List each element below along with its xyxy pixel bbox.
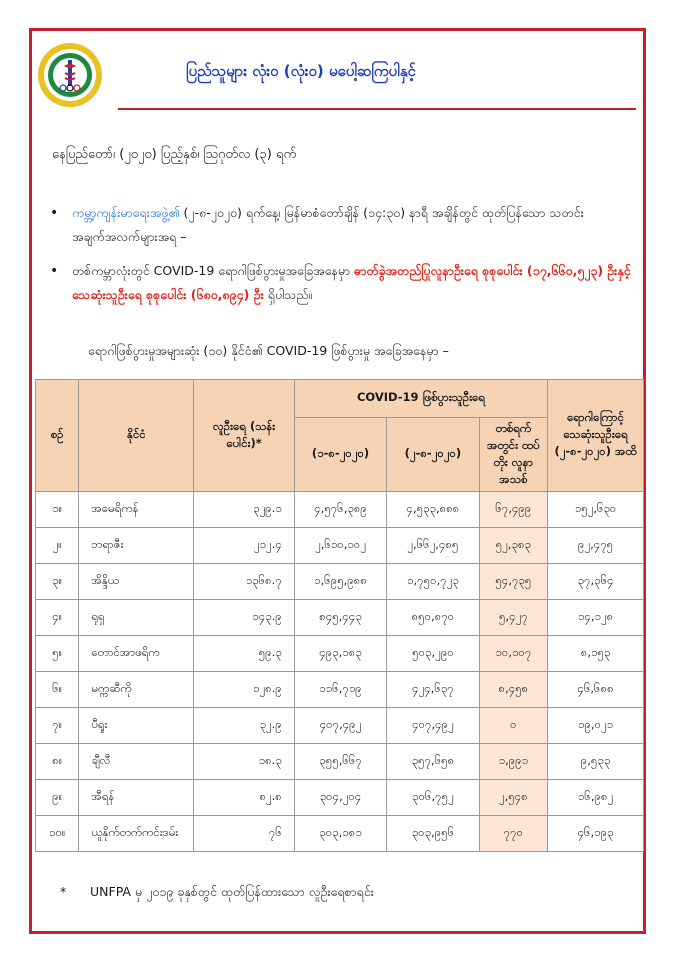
cell-country: မက္ကဆီကို — [79, 672, 194, 708]
cell-new-cases: ၈,၄၅၈ — [479, 672, 548, 708]
cell-population: ၂၁၂.၄ — [194, 528, 294, 564]
cell-new-cases: ၁၀,၁၀၇ — [479, 636, 548, 672]
cell-sno: ၁။ — [36, 492, 79, 528]
cell-country: အီရန် — [79, 780, 194, 816]
cell-cases-aug1: ၄,၅၇၆,၃၈၉ — [294, 492, 386, 528]
table-row — [36, 672, 644, 708]
header-sno: စဉ် — [36, 380, 79, 492]
table-body — [36, 492, 644, 852]
cell-country: ရုရှ — [79, 600, 194, 636]
cell-population: ၁၃၆၈.၇ — [194, 564, 294, 600]
table-intro: ရောဂါဖြစ်ပွားမှုအများဆုံး (၁၀) နိုင်ငံ၏ COVID-19 ဖြစ်ပွားမှု အခြေအနေမှာ – — [88, 343, 449, 358]
cell-cases-aug2: ၃၅၇,၆၅၈ — [387, 744, 479, 780]
cell-cases-aug1: ၄၉၃,၁၈၃ — [294, 636, 386, 672]
cell-deaths: ၉,၅၃၃ — [548, 744, 644, 780]
table-row — [36, 780, 644, 816]
cell-sno: ၈။ — [36, 744, 79, 780]
bullet-pre: တစ်ကမ္ဘာလုံးတွင် COVID-19 ရောဂါဖြစ်ပွားမှုအခြေအနေမှာ — [72, 263, 355, 278]
cell-population: ၃၂.၉ — [194, 708, 294, 744]
bullet-text — [72, 201, 642, 249]
cell-new-cases: ၇၇၀ — [479, 816, 548, 852]
cell-sno: ၇။ — [36, 708, 79, 744]
cell-sno: ၂။ — [36, 528, 79, 564]
cell-cases-aug1: ၁၁၆,၇၁၉ — [294, 672, 386, 708]
cell-population: ၁၄၃.၉ — [194, 600, 294, 636]
cell-cases-aug2: ၄,၅၃၃,၈၈၈ — [387, 492, 479, 528]
cell-cases-aug2: ၂,၆၆၂,၄၈၅ — [387, 528, 479, 564]
cell-cases-aug2: ၅၀၃,၂၉၀ — [387, 636, 479, 672]
cell-deaths: ၁၅၂,၆၃၀ — [548, 492, 644, 528]
bullet-who-source — [52, 201, 642, 249]
cell-deaths: ၄၆,၁၉၃ — [548, 816, 644, 852]
cell-cases-aug1: ၂,၆၁၀,၁၀၂ — [294, 528, 386, 564]
cell-cases-aug1: ၃၅၅,၆၆၇ — [294, 744, 386, 780]
header-covid-cases: COVID-19 ဖြစ်ပွားသူဦးရေ — [294, 380, 547, 418]
header-cases-aug1: (၁-၈-၂၀၂၀) — [294, 418, 386, 492]
cell-sno: ၁၀။ — [36, 816, 79, 852]
cell-cases-aug1: ၄၀၇,၄၉၂ — [294, 708, 386, 744]
table-row — [36, 744, 644, 780]
cell-deaths: ၃၇,၃၆၄ — [548, 564, 644, 600]
cell-deaths: ၈,၁၅၃ — [548, 636, 644, 672]
cell-cases-aug1: ၈၄၅,၄၄၃ — [294, 600, 386, 636]
table-row — [36, 816, 644, 852]
bullet-rest: (၂-၈-၂၀၂၀) ရက်နေ့၊ မြန်မာစံတော်ချိန် (၁၄:၃၀) နာရီ အချိန်တွင် ထုတ်ပြန်သော သတင်းအချက်အလက်များအရ – — [72, 205, 584, 244]
cell-population: ၃၂၉.၁ — [194, 492, 294, 528]
bullet-global-status — [52, 259, 642, 307]
cell-population: ၈၂.၈ — [194, 780, 294, 816]
total-confirmed-text: ဓာတ်ခွဲအတည်ပြုလူနာဦးရေ စုစုပေါင်း (၁၇,၆၆၀,၅၂၃) — [354, 263, 604, 278]
covid-country-table — [35, 379, 644, 852]
cell-cases-aug2: ၄၂၄,၆၃၇ — [387, 672, 479, 708]
cell-country: ချီလီ — [79, 744, 194, 780]
table-row — [36, 708, 644, 744]
footnote — [60, 884, 374, 903]
cell-country: ပီရူး — [79, 708, 194, 744]
cell-deaths: ၁၉,၀၂၁ — [548, 708, 644, 744]
total-deaths-text: ဦးနှင့် သေဆုံးသူဦးရေ စုစုပေါင်း (၆၈၀,၈၉၄) ဦး — [72, 263, 631, 302]
cell-population: ၁၂၈.၉ — [194, 672, 294, 708]
header-deaths: ရောဂါကြောင့် သေဆုံးသူဦးရေ (၂-၈-၂၀၂၀) အထိ — [548, 380, 644, 492]
cell-sno: ၅။ — [36, 636, 79, 672]
dateline: နေပြည်တော်၊ (၂၀၂၀) ပြည့်နှစ်၊ ဩဂုတ်လ (၃) ရက် — [52, 147, 297, 162]
bullet-dot-icon: • — [50, 263, 59, 279]
table-row — [36, 600, 644, 636]
cell-cases-aug2: ၃၀၃,၉၅၆ — [387, 816, 479, 852]
header-population: လူဦးရေ (သန်းပေါင်း)* — [194, 380, 294, 492]
table-row — [36, 564, 644, 600]
cell-cases-aug2: ၈၅၀,၈၇၀ — [387, 600, 479, 636]
who-link-text: ကမ္ဘာ့ကျန်းမာရေးအဖွဲ့၏ — [72, 205, 180, 220]
footnote-text: UNFPA မှ ၂၀၁၉ ခုနှစ်တွင် ထုတ်ပြန်ထားသော လူဦးရေစာရင်း — [90, 884, 374, 899]
cell-cases-aug2: ၃၀၆,၇၅၂ — [387, 780, 479, 816]
cell-cases-aug1: ၃၀၃,၁၈၁ — [294, 816, 386, 852]
cell-sno: ၄။ — [36, 600, 79, 636]
cell-country: ယူနိုက်တက်ကင်းဒမ်း — [79, 816, 194, 852]
cell-population: ၅၉.၃ — [194, 636, 294, 672]
table-row — [36, 636, 644, 672]
cell-cases-aug2: ၁,၇၅၀,၇၂၃ — [387, 564, 479, 600]
cell-population: ၇၆ — [194, 816, 294, 852]
cell-country: တောင်အာဖရိက — [79, 636, 194, 672]
cell-cases-aug2: ၄၀၇,၄၉၂ — [387, 708, 479, 744]
cell-sno: ၉။ — [36, 780, 79, 816]
cell-country: အမေရိကန် — [79, 492, 194, 528]
ministry-logo-icon — [37, 42, 103, 108]
cell-sno: ၃။ — [36, 564, 79, 600]
cell-new-cases: ၆၇,၄၉၉ — [479, 492, 548, 528]
cell-new-cases: ၀ — [479, 708, 548, 744]
cell-new-cases: ၁,၉၉၁ — [479, 744, 548, 780]
bullet-post: ရှိပါသည်။ — [263, 287, 313, 302]
cell-deaths: ၁၆,၉၈၂ — [548, 780, 644, 816]
cell-new-cases: ၅၄,၇၃၅ — [479, 564, 548, 600]
table-row — [36, 492, 644, 528]
title-divider — [118, 108, 636, 110]
table-row — [36, 528, 644, 564]
header-new-cases: တစ်ရက်အတွင်း ထပ်တိုး လူနာ အသစ် — [479, 418, 548, 492]
footnote-star: * — [60, 884, 67, 899]
cell-new-cases: ၅၂,၃၈၃ — [479, 528, 548, 564]
bullet-text — [72, 259, 642, 307]
cell-country: အိန္ဒိယ — [79, 564, 194, 600]
cell-deaths: ၄၆,၆၈၈ — [548, 672, 644, 708]
cell-new-cases: ၅,၄၂၇ — [479, 600, 548, 636]
bullet-dot-icon: • — [50, 205, 59, 221]
page-title: ပြည်သူများ လုံး၀ (လုံး၀) မပေါ့ဆကြပါနှင့် — [186, 62, 416, 80]
cell-new-cases: ၂,၅၄၈ — [479, 780, 548, 816]
cell-cases-aug1: ၁,၆၉၅,၉၈၈ — [294, 564, 386, 600]
cell-deaths: ၉၂,၄၇၅ — [548, 528, 644, 564]
cell-sno: ၆။ — [36, 672, 79, 708]
header-country: နိုင်ငံ — [79, 380, 194, 492]
cell-deaths: ၁၄,၁၂၈ — [548, 600, 644, 636]
cell-population: ၁၈.၃ — [194, 744, 294, 780]
cell-country: ဘရာဇီး — [79, 528, 194, 564]
header-cases-aug2: (၂-၈-၂၀၂၀) — [387, 418, 479, 492]
cell-cases-aug1: ၃၀၄,၂၀၄ — [294, 780, 386, 816]
